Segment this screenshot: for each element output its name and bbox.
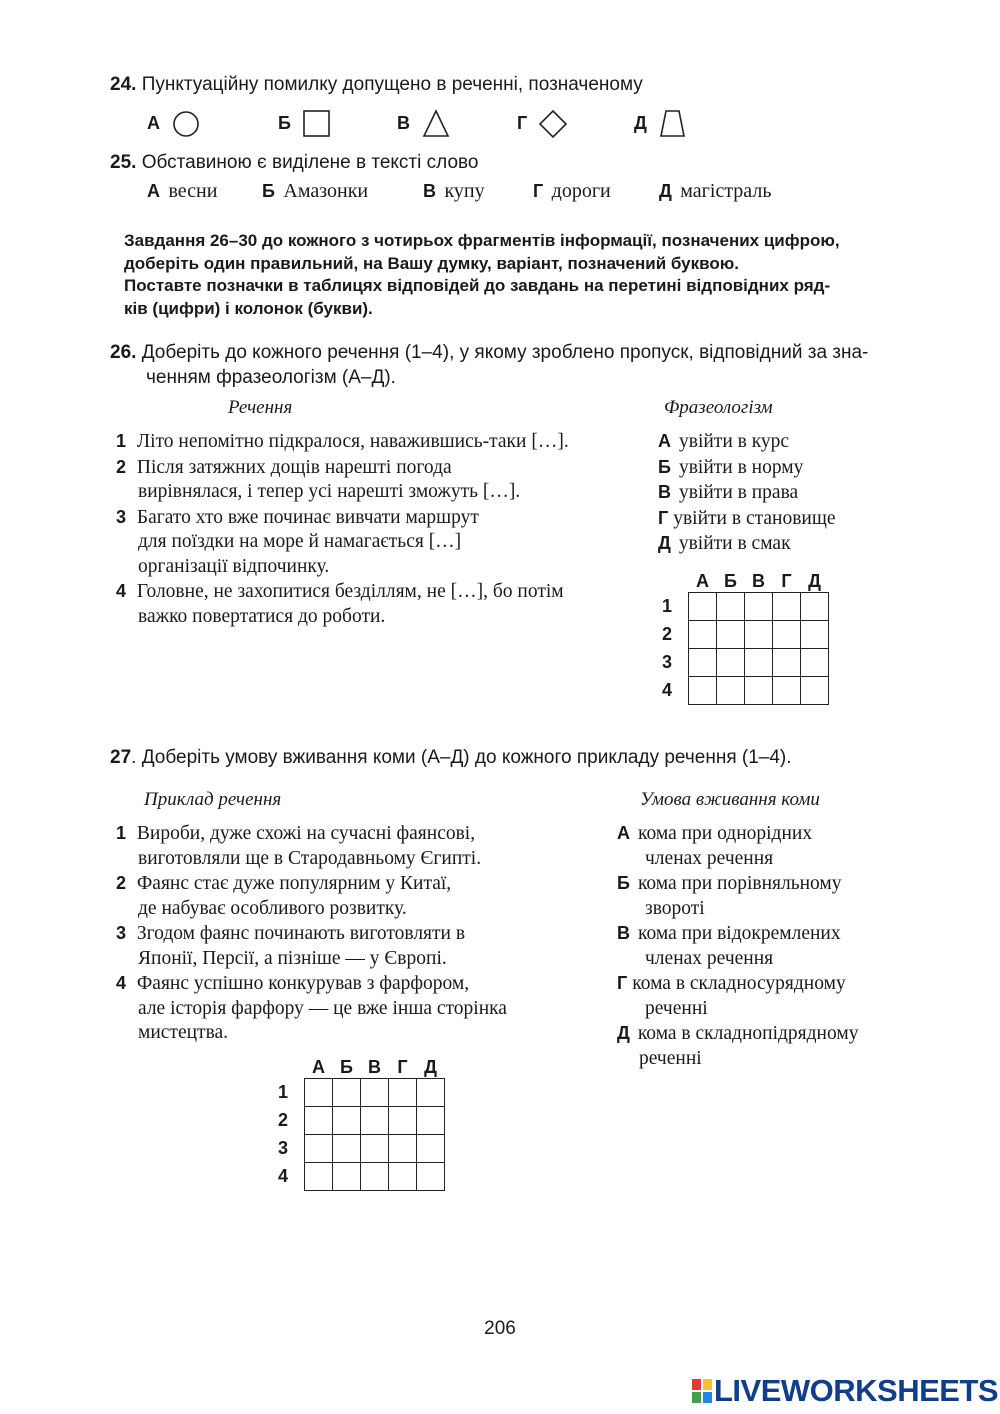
option-letter: А [658, 431, 671, 451]
option-word: дороги [551, 180, 611, 202]
grid-row-header: 1 [662, 596, 673, 616]
example-number: 4 [116, 973, 127, 993]
answer-cell[interactable] [389, 1135, 417, 1163]
answer-cell[interactable] [389, 1163, 417, 1191]
option-word: Амазонки [283, 180, 369, 202]
option-text: увійти в курс [679, 431, 790, 452]
option-letter: В [617, 923, 630, 943]
option-line: членах речення [645, 947, 774, 969]
option-line: реченні [645, 997, 708, 1019]
phrase-option-d [658, 531, 938, 557]
grid-col-header: Г [397, 1057, 408, 1077]
question-text: . Доберіть умову вживання коми (А–Д) до кожного прикладу речення (1–4). [131, 747, 792, 768]
option-letter: А [147, 113, 160, 133]
answer-cell[interactable] [745, 593, 773, 621]
grid-row-header: 3 [278, 1138, 289, 1158]
diamond-icon [538, 109, 570, 139]
option-letter: Б [278, 113, 291, 133]
answer-cell[interactable] [361, 1079, 389, 1107]
answer-cell[interactable] [333, 1163, 361, 1191]
example-line: Японії, Персії, а пізніше — у Європі. [138, 947, 447, 969]
option-word: весни [168, 180, 218, 202]
page-number: 206 [484, 1318, 516, 1339]
phrase-option-g [658, 506, 938, 532]
q25-option-g[interactable] [533, 180, 611, 203]
option-letter: Б [262, 181, 275, 201]
sentence-number: 2 [116, 456, 127, 477]
grid-row-header: 3 [662, 652, 673, 672]
q26-sentences [116, 429, 656, 629]
answer-cell[interactable] [417, 1163, 445, 1191]
sentence-2 [116, 455, 656, 505]
q25-option-d[interactable] [659, 180, 771, 203]
option-letter: В [658, 482, 671, 502]
grid-row-header: 1 [278, 1082, 289, 1102]
grid-col-header: А [696, 571, 709, 591]
answer-cell[interactable] [305, 1107, 333, 1135]
question-number: 24. [110, 74, 137, 95]
answer-cell[interactable] [389, 1107, 417, 1135]
answer-cell[interactable] [333, 1135, 361, 1163]
example-4 [116, 971, 606, 1046]
logo-blocks-icon [692, 1379, 712, 1403]
sentence-line: для поїздки на море й намагається […] [138, 531, 462, 552]
answer-cell[interactable] [717, 677, 745, 705]
answer-cell[interactable] [305, 1135, 333, 1163]
grid-row-header: 2 [278, 1110, 289, 1130]
option-letter: Б [617, 873, 630, 893]
answer-cell[interactable] [745, 677, 773, 705]
option-letter: Д [634, 113, 647, 133]
example-line: мистецтва. [138, 1022, 229, 1043]
rule-option-d [617, 1021, 937, 1071]
sentence-line: вирівнялася, і тепер усі нарешті зможуть […]. [138, 481, 521, 502]
option-line: кома в складносурядному [632, 973, 846, 994]
option-letter: В [397, 113, 410, 133]
option-text: увійти в становище [673, 507, 836, 529]
instruction-line: доберіть один правильний, на Вашу думку, варіант, позначений буквою. [124, 253, 739, 273]
grid-col-header: Б [340, 1057, 353, 1077]
example-line: але історія фарфору — це вже інша сторінка [138, 997, 507, 1019]
answer-cell[interactable] [773, 677, 801, 705]
option-letter: А [617, 823, 630, 843]
instruction-line: Завдання 26–30 до кожного з чотирьох фрагментів інформації, позначених цифрою, [124, 231, 840, 250]
grid-col-header: Д [424, 1057, 437, 1077]
option-letter: Г [658, 507, 669, 528]
question-number: 26. [110, 342, 137, 363]
example-1 [116, 821, 606, 871]
trapezoid-icon [658, 109, 688, 139]
answer-cell[interactable] [717, 621, 745, 649]
q26-answer-grid [662, 568, 829, 705]
option-letter: Д [659, 181, 672, 201]
option-letter: Б [658, 456, 671, 477]
q25-option-v[interactable] [423, 180, 485, 203]
sentence-line: важко повертатися до роботи. [138, 605, 386, 627]
question-text: Обставиною є виділене в тексті слово [141, 152, 479, 173]
example-2 [116, 871, 606, 921]
question-24 [110, 72, 643, 97]
option-text: увійти в смак [678, 533, 791, 554]
answer-cell[interactable] [333, 1107, 361, 1135]
phrase-option-a [658, 429, 938, 455]
grid-col-header: А [312, 1057, 325, 1077]
question-text-line: Доберіть до кожного речення (1–4), у якому зроблено пропуск, відповідний за зна- [141, 342, 869, 363]
question-number: 25. [110, 152, 137, 173]
sentence-line: Літо непомітно підкралося, наважившись-таки […]. [136, 431, 569, 452]
question-text-line: ченням фразеологізм (А–Д). [146, 367, 396, 388]
rule-option-g [617, 971, 937, 1021]
option-line: членах речення [645, 847, 774, 869]
instruction-line: ків (цифри) і колонок (букви). [124, 298, 373, 318]
grid-col-header: Б [724, 571, 737, 591]
example-3 [116, 921, 606, 971]
answer-cell[interactable] [801, 621, 829, 649]
sentence-3 [116, 505, 656, 580]
answer-cell[interactable] [801, 677, 829, 705]
triangle-icon [422, 109, 452, 139]
grid-row-header: 2 [662, 624, 673, 644]
option-letter: Д [617, 1023, 630, 1043]
q26-options [658, 429, 938, 557]
option-line: кома при однорідних [638, 823, 813, 844]
example-line: Згодом фаянс починають виготовляти в [136, 923, 466, 944]
answer-cell[interactable] [717, 649, 745, 677]
answer-cell[interactable] [801, 649, 829, 677]
q26-left-heading: Речення [228, 397, 293, 418]
answer-cell[interactable] [361, 1163, 389, 1191]
option-line: звороті [645, 897, 705, 919]
answer-cell[interactable] [417, 1079, 445, 1107]
answer-cell[interactable] [773, 621, 801, 649]
option-line: кома при відокремлених [638, 923, 841, 944]
logo-text: LIVEWORKSHEETS [714, 1373, 999, 1408]
sentence-number: 4 [116, 581, 127, 601]
option-letter: А [147, 181, 160, 201]
q25-option-b[interactable] [262, 180, 368, 203]
option-letter: В [423, 181, 436, 201]
answer-cell[interactable] [417, 1135, 445, 1163]
option-word: купу [444, 180, 485, 202]
option-word: магістраль [680, 180, 772, 202]
q24-options [147, 108, 707, 140]
option-letter: Д [658, 533, 671, 553]
example-number: 3 [116, 923, 127, 943]
rule-option-b [617, 871, 937, 921]
square-icon [302, 109, 332, 139]
option-line: кома при порівняльному [637, 873, 842, 894]
q26-right-heading: Фразеологізм [664, 397, 773, 418]
q25-options [147, 180, 847, 208]
example-line: де набуває особливого розвитку. [138, 897, 407, 919]
q27-options [617, 821, 937, 1071]
grid-col-header: Д [808, 571, 821, 591]
example-line: Вироби, дуже схожі на сучасні фаянсові, [136, 823, 476, 844]
sentence-4 [116, 579, 656, 629]
question-27 [110, 745, 940, 770]
answer-cell[interactable] [689, 593, 717, 621]
grid-col-header: Г [781, 571, 792, 591]
answer-cell[interactable] [689, 621, 717, 649]
option-letter: Г [517, 113, 528, 133]
answer-cell[interactable] [305, 1163, 333, 1191]
example-line: Фаянс успішно конкурував з фарфором, [136, 973, 470, 994]
sentence-line: Після затяжних дощів нарешті погода [136, 456, 452, 478]
answer-cell[interactable] [389, 1079, 417, 1107]
answer-cell[interactable] [773, 593, 801, 621]
answer-cell[interactable] [689, 677, 717, 705]
sentence-line: Багато хто вже починає вивчати маршрут [136, 506, 479, 528]
question-text: Пунктуаційну помилку допущено в реченні, позначеному [141, 74, 643, 95]
answer-cell[interactable] [305, 1079, 333, 1107]
q27-left-heading: Приклад речення [144, 789, 282, 810]
answer-cell[interactable] [333, 1079, 361, 1107]
option-text: увійти в норму [678, 456, 804, 478]
q27-right-heading: Умова вживання коми [640, 789, 820, 810]
sentence-number: 1 [116, 431, 127, 451]
phrase-option-v [658, 480, 938, 506]
sentence-line: Головне, не захопитися безділлям, не […], бо потім [136, 581, 564, 602]
answer-cell[interactable] [689, 649, 717, 677]
grid-row-header: 4 [662, 680, 673, 700]
instruction-line: Поставте позначки в таблицях відповідей до завдань на перетині відповідних ряд- [124, 276, 831, 295]
option-line: реченні [639, 1047, 702, 1069]
grid-col-header: В [368, 1057, 381, 1077]
example-number: 2 [116, 873, 127, 893]
rule-option-v [617, 921, 937, 971]
sentence-1 [116, 429, 656, 455]
answer-cell[interactable] [417, 1107, 445, 1135]
answer-cell[interactable] [745, 621, 773, 649]
q27-sentences [116, 821, 606, 1046]
answer-cell[interactable] [745, 649, 773, 677]
instruction-block [124, 230, 924, 320]
option-line: кома в складнопідрядному [637, 1023, 859, 1044]
q25-option-a[interactable] [147, 180, 217, 203]
sentence-line: організації відпочинку. [138, 555, 330, 577]
phrase-option-b [658, 455, 938, 481]
example-line: виготовляли ще в Стародавньому Єгипті. [138, 847, 482, 869]
rule-option-a [617, 821, 937, 871]
answer-cell[interactable] [773, 649, 801, 677]
answer-cell[interactable] [801, 593, 829, 621]
question-number: 27 [110, 747, 132, 768]
option-letter: Г [617, 973, 628, 993]
grid-col-header: В [752, 571, 765, 591]
answer-cell[interactable] [361, 1107, 389, 1135]
q27-answer-grid [278, 1054, 445, 1191]
question-25 [110, 150, 478, 175]
circle-icon [173, 110, 201, 138]
example-line: Фаянс стає дуже популярним у Китаї, [136, 873, 452, 894]
answer-cell[interactable] [361, 1135, 389, 1163]
option-letter: Г [533, 181, 544, 201]
sentence-number: 3 [116, 506, 127, 527]
example-number: 1 [116, 823, 127, 843]
answer-cell[interactable] [717, 593, 745, 621]
question-26 [110, 340, 940, 390]
option-text: увійти в права [679, 482, 799, 503]
grid-row-header: 4 [278, 1166, 289, 1186]
